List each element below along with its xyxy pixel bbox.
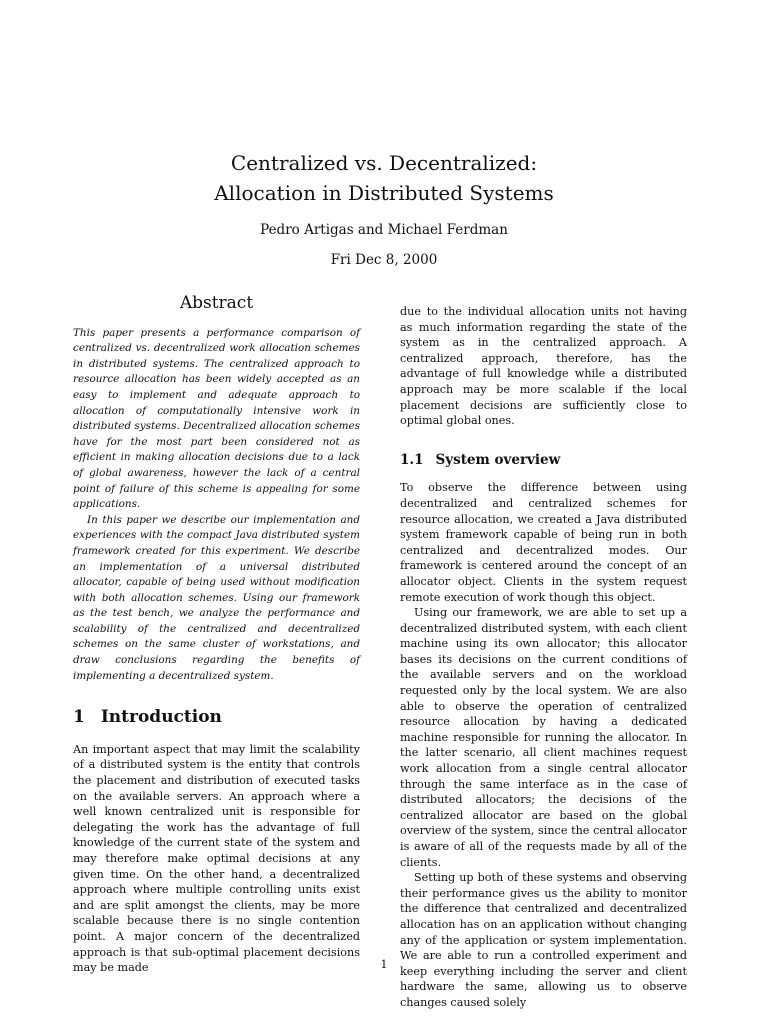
left-column [73, 293, 360, 976]
introduction-heading [73, 707, 360, 728]
introduction-paragraph-1-continued: due to the individual allocation units not having as much information regarding the state of the system as in the centralized approach. A centralized approach, therefore, has the advantage of full knowledge while a distributed approach may be more scalable if the local placement decisions are sufficiently close to optimal global ones. [400, 305, 687, 428]
section-title: Introduction [100, 707, 222, 728]
system-overview-heading [400, 453, 687, 469]
paper-title [0, 148, 768, 208]
right-column [400, 304, 687, 1011]
system-overview-paragraph-2: Using our framework, we are able to set up a decentralized distributed system, with each client machine using its own allocator; this allocator bases its decisions on the current conditions of the available servers and on the workload requested only by the local system. We are also able to observe the operation of centralized resource allocation by having a dedicated machine responsible for running the allocator. In the latter scenario, all client machines request work allocation from a single central allocator through the same interface as in the case of distributed allocators; the decisions of the centralized allocator are based on the global overview of the system, since the central allocator is aware of all of the requests made by all of the clients. [400, 606, 687, 869]
abstract-heading: Abstract [179, 293, 254, 313]
abstract-paragraph-1: This paper presents a performance comparison of centralized vs. decentralized work allocation schemes in distributed systems. The centralized approach to resource allocation has been widely accepted as an easy to implement and adequate approach to allocation of computationally intensive work in distributed systems. Decentralized allocation schemes have for the most part been considered not as efficient in making allocation decisions due to a lack of global awareness, however the lack of a central point of failure of this scheme is appealing for some applications. [73, 326, 360, 511]
title-line-2: Allocation in Distributed Systems [214, 181, 554, 205]
authors: Pedro Artigas and Michael Ferdman [260, 222, 508, 238]
abstract-section [73, 293, 360, 684]
system-overview-paragraph-3: Setting up both of these systems and observing their performance gives us the ability to monitor the difference that centralized and decentralized allocation has on an application without changing any of the application or system implementation. We are able to run a controlled experiment and keep everything including the server and client hardware the same, allowing us to observe changes caused solely [400, 871, 687, 1009]
title-line-1: Centralized vs. Decentralized: [230, 151, 538, 175]
subsection-number: 1.1 [400, 451, 424, 468]
subsection-title: System overview [435, 451, 561, 468]
page-number: 1 [380, 958, 388, 971]
introduction-paragraph-1: An important aspect that may limit the scalability of a distributed system is the entity that controls the placement and distribution of executed tasks on the available servers. An approach where a well known centralized unit is responsible for delegating the work has the advantage of full knowledge of the current state of the system and may therefore make optimal decisions at any given time. On the other hand, a decentralized approach where multiple controlling units exist and are split amongst the clients, may be more scalable because there is no single contention point. A major concern of the decentralized approach is that sub-optimal placement decisions may be made [73, 742, 360, 975]
abstract-paragraph-2: In this paper we describe our implementation and experiences with the compact Java distributed system framework created for this experiment. We describe an implementation of a universal distributed allocator, capable of being used without modification with both allocation schemes. Using our framework as the test bench, we analyze the performance and scalability of the centralized and decentralized schemes on the same cluster of workstations, and draw conclusions regarding the benefits of implementing a decentralized system. [73, 513, 360, 682]
date: Fri Dec 8, 2000 [330, 252, 438, 268]
system-overview-paragraph-1: To observe the difference between using decentralized and centralized schemes for resource allocation, we created a Java distributed system framework capable of being run in both centralized and decentralized modes. Our framework is centered around the concept of an allocator object. Clients in the system request remote execution of work though this object. [400, 481, 687, 604]
section-number: 1 [73, 707, 85, 728]
